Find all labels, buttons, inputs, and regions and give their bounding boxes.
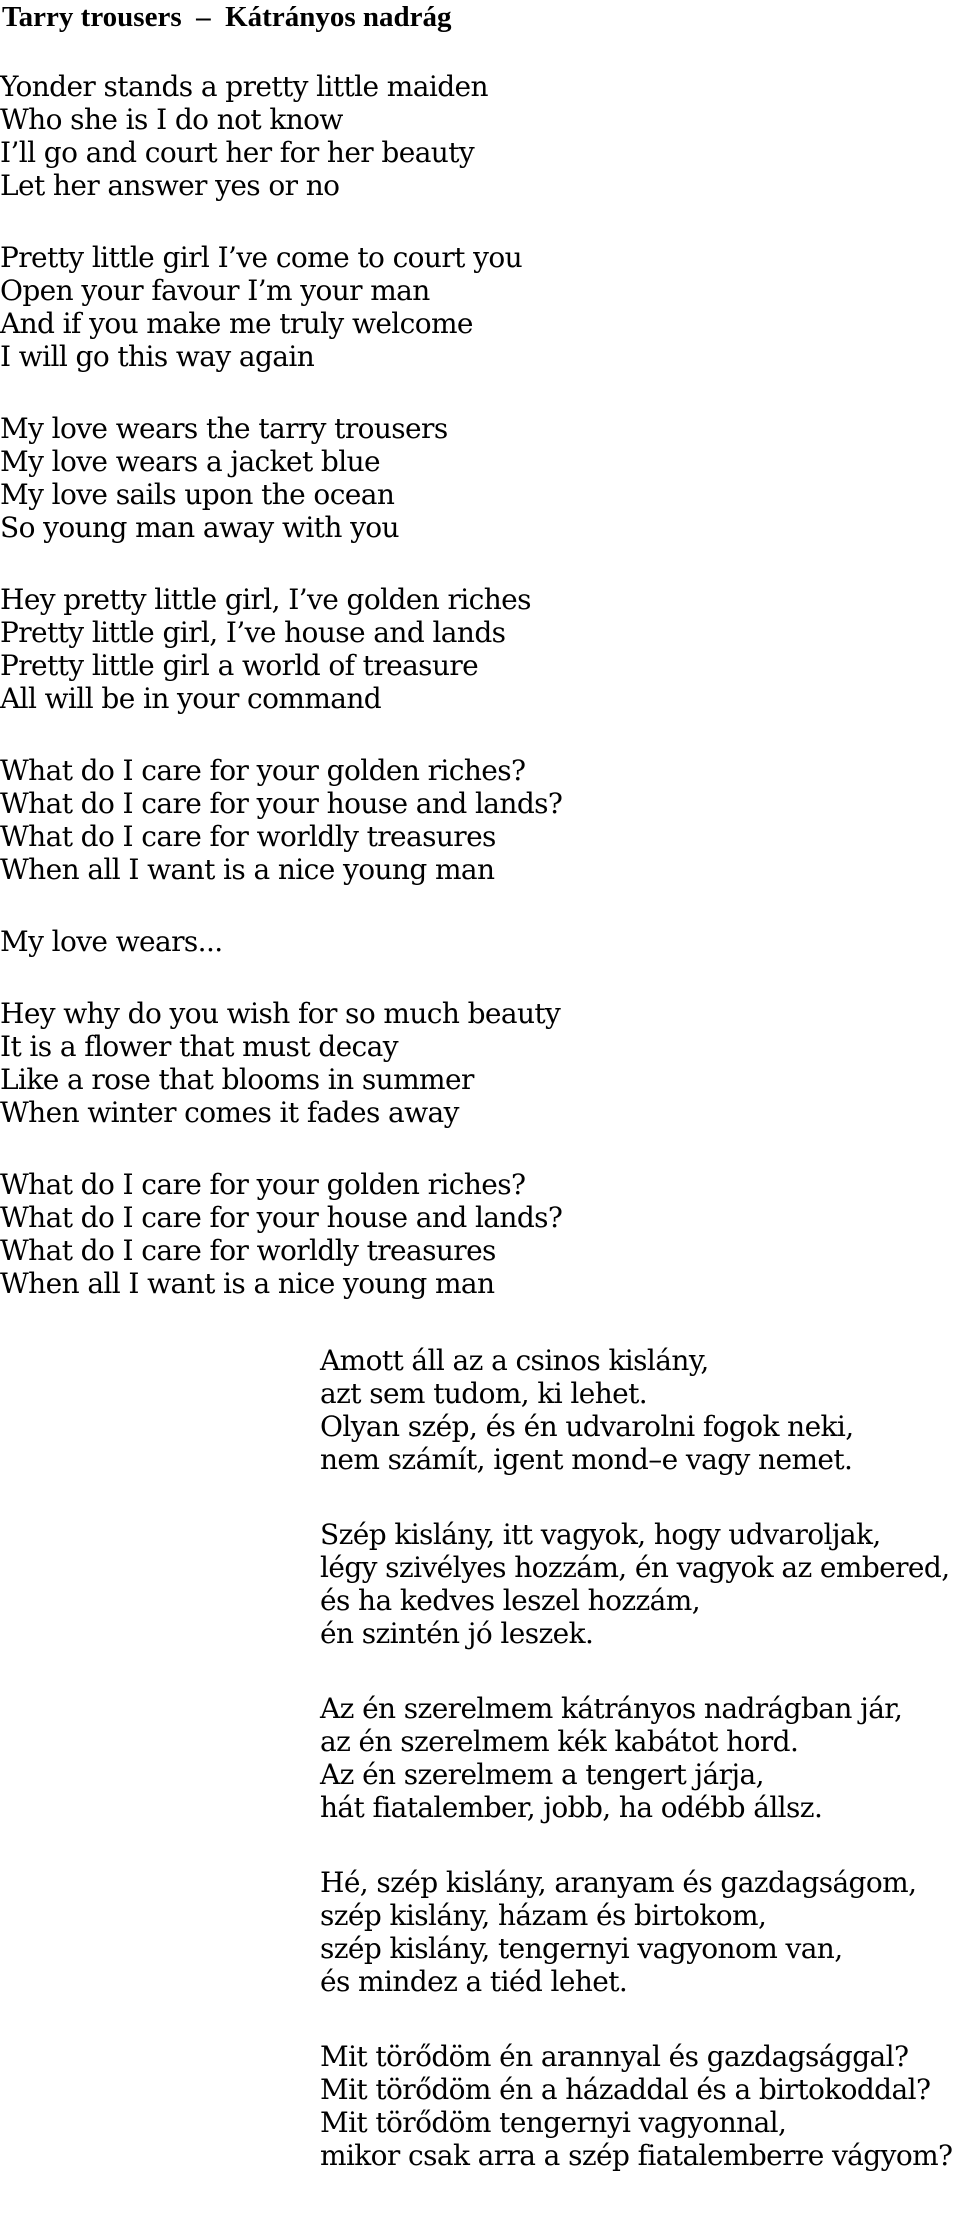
english-lyric-line: Like a rose that blooms in summer — [0, 1063, 474, 1096]
english-lyric-line: Hey why do you wish for so much beauty — [0, 997, 561, 1030]
english-lyric-line: What do I care for your golden riches? — [0, 1168, 526, 1201]
english-lyric-line: My love wears the tarry trousers — [0, 412, 448, 445]
english-lyric-line: All will be in your command — [0, 682, 382, 715]
hungarian-lyric-line: Olyan szép, és én udvarolni fogok neki, — [320, 1410, 854, 1443]
hungarian-lyric-line: hát fiatalember, jobb, ha odébb állsz. — [320, 1791, 823, 1824]
english-stanza — [0, 412, 920, 544]
english-lyric-line: When all I want is a nice young man — [0, 1267, 495, 1300]
hungarian-lyric-line: Mit törődöm tengernyi vagyonnal, — [320, 2106, 787, 2139]
english-lyric-line: It is a flower that must decay — [0, 1030, 398, 1063]
hungarian-stanza — [320, 1866, 960, 1998]
hungarian-lyric-line: Mit törődöm én arannyal és gazdagsággal? — [320, 2040, 909, 2073]
hungarian-lyric-line: én szintén jó leszek. — [320, 1617, 594, 1650]
hungarian-lyric-line: Az én szerelmem a tengert járja, — [320, 1758, 764, 1791]
hungarian-lyric-line: szép kislány, házam és birtokom, — [320, 1899, 767, 1932]
hungarian-lyric-line: és ha kedves leszel hozzám, — [320, 1584, 700, 1617]
english-lyric-line: My love wears... — [0, 925, 223, 958]
hungarian-lyric-line: és mindez a tiéd lehet. — [320, 1965, 628, 1998]
hungarian-stanza — [320, 1518, 960, 1650]
english-lyric-line: My love sails upon the ocean — [0, 478, 395, 511]
english-lyric-line: Yonder stands a pretty little maiden — [0, 70, 488, 103]
hungarian-lyric-line: Amott áll az a csinos kislány, — [320, 1344, 709, 1377]
english-lyric-line: I’ll go and court her for her beauty — [0, 136, 475, 169]
hungarian-lyric-line: Hé, szép kislány, aranyam és gazdagságom, — [320, 1866, 917, 1899]
english-lyric-line: When winter comes it fades away — [0, 1096, 459, 1129]
hungarian-lyric-line: mikor csak arra a szép fiatalemberre vágyom? — [320, 2139, 953, 2172]
english-lyric-line: Let her answer yes or no — [0, 169, 340, 202]
english-lyric-line: What do I care for worldly treasures — [0, 1234, 496, 1267]
english-lyric-line: Pretty little girl I’ve come to court you — [0, 241, 523, 274]
hungarian-stanza — [320, 1692, 960, 1824]
hungarian-lyric-line: Az én szerelmem kátrányos nadrágban jár, — [320, 1692, 903, 1725]
english-stanza — [0, 70, 920, 202]
english-stanza — [0, 241, 920, 373]
hungarian-lyric-line: Szép kislány, itt vagyok, hogy udvaroljak, — [320, 1518, 881, 1551]
hungarian-stanza — [320, 1344, 960, 1476]
english-lyric-line: What do I care for your house and lands? — [0, 787, 563, 820]
hungarian-lyrics — [320, 1344, 960, 2214]
english-lyric-line: Pretty little girl, I’ve house and lands — [0, 616, 506, 649]
song-title: Tarry trousers – Kátrányos nadrág — [2, 1, 452, 33]
english-lyric-line: Hey pretty little girl, I’ve golden riches — [0, 583, 531, 616]
english-lyric-line: So young man away with you — [0, 511, 399, 544]
english-lyric-line: And if you make me truly welcome — [0, 307, 473, 340]
hungarian-stanza — [320, 2040, 960, 2172]
hungarian-lyric-line: azt sem tudom, ki lehet. — [320, 1377, 648, 1410]
english-lyrics — [0, 70, 920, 1339]
english-stanza — [0, 754, 920, 886]
hungarian-lyric-line: nem számít, igent mond–e vagy nemet. — [320, 1443, 853, 1476]
english-lyric-line: Who she is I do not know — [0, 103, 343, 136]
english-stanza — [0, 925, 920, 958]
english-lyric-line: I will go this way again — [0, 340, 315, 373]
english-stanza — [0, 1168, 920, 1300]
english-lyric-line: Open your favour I’m your man — [0, 274, 430, 307]
hungarian-lyric-line: szép kislány, tengernyi vagyonom van, — [320, 1932, 843, 1965]
english-lyric-line: Pretty little girl a world of treasure — [0, 649, 479, 682]
hungarian-lyric-line: az én szerelmem kék kabátot hord. — [320, 1725, 799, 1758]
english-stanza — [0, 997, 920, 1129]
english-lyric-line: When all I want is a nice young man — [0, 853, 495, 886]
hungarian-lyric-line: Mit törődöm én a házaddal és a birtokoddal? — [320, 2073, 931, 2106]
english-stanza — [0, 583, 920, 715]
english-lyric-line: What do I care for your golden riches? — [0, 754, 526, 787]
english-lyric-line: My love wears a jacket blue — [0, 445, 380, 478]
hungarian-lyric-line: légy szivélyes hozzám, én vagyok az embered, — [320, 1551, 950, 1584]
english-lyric-line: What do I care for your house and lands? — [0, 1201, 563, 1234]
english-lyric-line: What do I care for worldly treasures — [0, 820, 496, 853]
